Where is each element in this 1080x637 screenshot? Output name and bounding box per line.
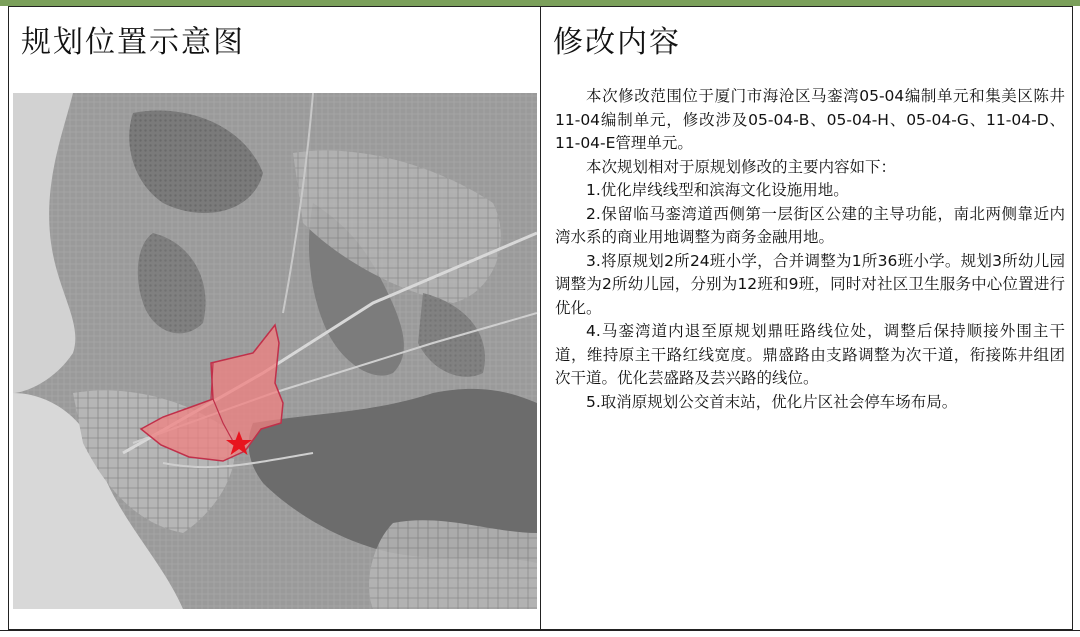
location-panel xyxy=(8,6,541,630)
paragraph: 2.保留临马銮湾道西侧第一层街区公建的主导功能，南北两侧靠近内湾水系的商业用地调整为商务金融用地。 xyxy=(555,204,1065,246)
paragraph: 本次规划相对于原规划修改的主要内容如下： xyxy=(586,157,897,176)
paragraph: 4.马銮湾道内退至原规划鼎旺路线位处，调整后保持顺接外围主干道，维持原主干路红线宽度。鼎盛路由支路调整为次干道，衔接陈井组团次干道。优化芸盛路及芸兴路的线位。 xyxy=(555,322,1065,387)
changes-title: 修改内容 xyxy=(553,25,681,60)
paragraph: 3.将原规划2所24班小学，合并调整为1所36班小学。规划3所幼儿园调整为2所幼儿园，分别为12班和9班，同时对社区卫生服务中心位置进行优化。 xyxy=(555,251,1065,317)
changes-panel xyxy=(540,6,1073,630)
paragraph: 5.取消原规划公交首末站，优化片区社会停车场布局。 xyxy=(586,392,958,411)
location-map xyxy=(13,93,537,609)
paragraph: 本次修改范围位于厦门市海沧区马銮湾05-04编制单元和集美区陈井11-04编制单元，修改涉及05-04-B、05-04-H、05-04-G、11-04-D、11-04-E管理单元。 xyxy=(555,87,1065,152)
paragraph: 1.优化岸线线型和滨海文化设施用地。 xyxy=(586,181,849,199)
map-graphic xyxy=(13,93,537,609)
location-title: 规划位置示意图 xyxy=(21,25,245,60)
changes-content xyxy=(555,85,1065,414)
